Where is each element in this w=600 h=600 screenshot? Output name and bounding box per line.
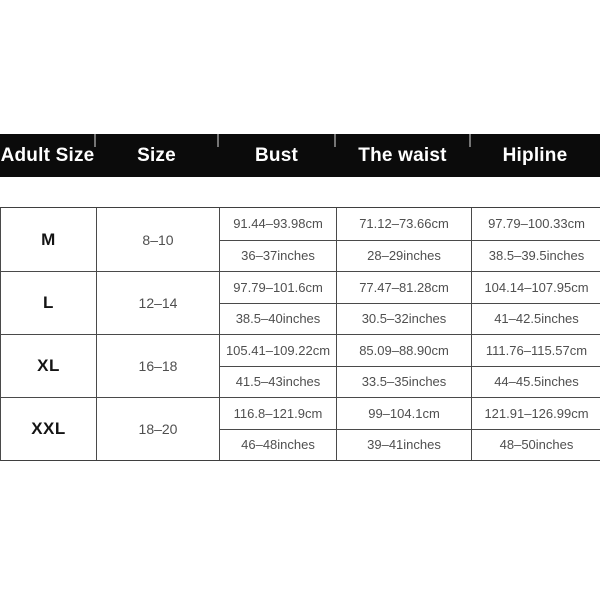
size-table [0,207,600,461]
header-hipline: Hipline [502,145,568,166]
row-l-waist-cm: 77.47–81.28cm [336,271,471,303]
row-l-bust-cm: 97.79–101.6cm [219,271,336,303]
row-xxl-adult-size: XXL [1,397,96,460]
row-l-adult-size: L [1,271,96,334]
row-m-adult-size: M [41,229,56,249]
row-xl-hipline-cm: 111.76–115.57cm [471,334,600,366]
row-xl-bust-cm: 105.41–109.22cm [219,334,336,366]
row-l-hipline-cm: 104.14–107.95cm [471,271,600,303]
row-xl-size: 16–18 [96,334,219,397]
row-xxl-hipline-cm: 121.91–126.99cm [471,397,600,429]
row-l-waist-inches: 30.5–32inches [336,303,471,335]
row-xl-waist-inches: 33.5–35inches [336,366,471,398]
row-m-bust-inches: 36–37inches [219,240,336,272]
row-m-waist-cm: 71.12–73.66cm [336,208,471,240]
header-the-waist: The waist [358,145,447,166]
header-size: Size [137,145,176,166]
row-xxl-bust-inches: 46–48inches [219,429,336,461]
row-m-bust-cm: 91.44–93.98cm [219,208,336,240]
row-xxl-bust-cm: 116.8–121.9cm [219,397,336,429]
row-xxl-waist-inches: 39–41inches [336,429,471,461]
row-xxl-waist-cm: 99–104.1cm [336,397,471,429]
row-l-size: 12–14 [96,271,219,334]
table-header-bar [0,134,600,177]
row-l-bust-inches: 38.5–40inches [219,303,336,335]
header-divider [217,134,219,147]
row-m-waist-inches: 28–29inches [336,240,471,272]
row-xxl-size: 18–20 [96,397,219,460]
header-divider [334,134,336,147]
row-xl-waist-cm: 85.09–88.90cm [336,334,471,366]
row-xl-hipline-inches: 44–45.5inches [471,366,600,398]
row-m-size: 8–10 [96,208,219,271]
row-xl-bust-inches: 41.5–43inches [219,366,336,398]
row-m-hipline-cm: 97.79–100.33cm [471,208,600,240]
header-bust: Bust [254,145,299,166]
header-adult-size: Adult Size [0,145,95,166]
row-m-hipline-inches: 38.5–39.5inches [471,240,600,272]
header-divider [469,134,471,147]
row-xl-adult-size: XL [1,334,96,397]
row-xxl-hipline-inches: 48–50inches [471,429,600,461]
row-l-hipline-inches: 41–42.5inches [471,303,600,335]
header-divider [94,134,96,147]
